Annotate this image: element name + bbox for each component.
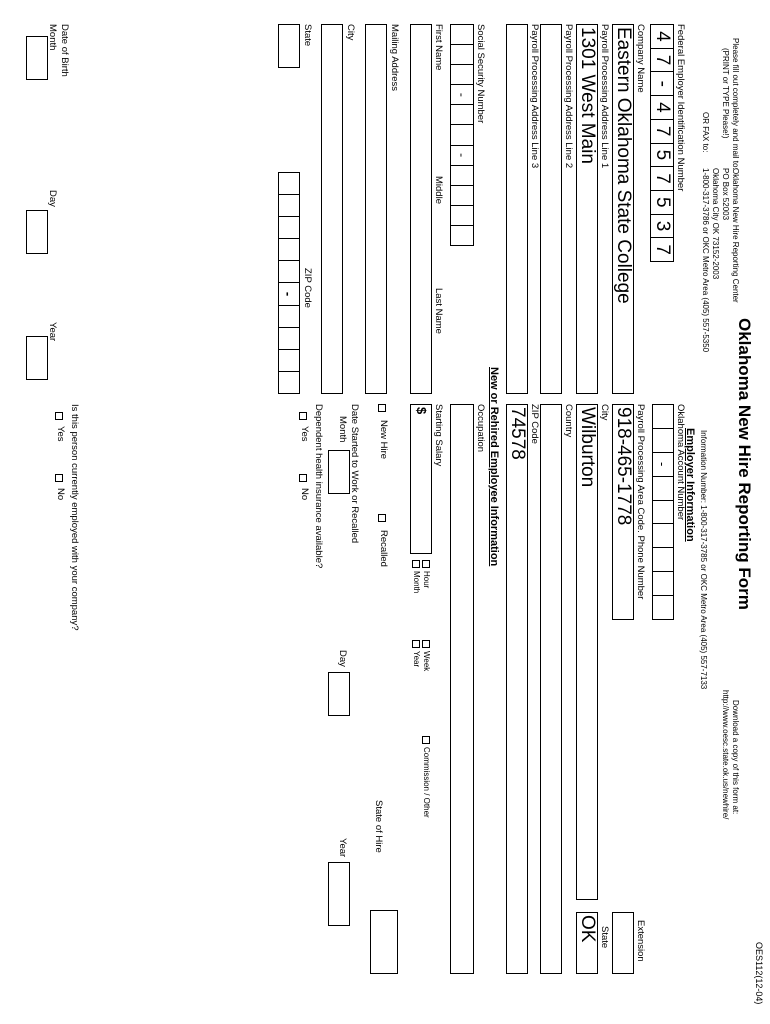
health-yes-label: Yes xyxy=(299,426,310,442)
zip-digit xyxy=(279,328,299,350)
pay-commission-checkbox[interactable] xyxy=(422,736,430,744)
form-title: Oklahoma New Hire Reporting Form xyxy=(735,318,754,610)
employee-city-label: City xyxy=(345,24,356,41)
form-id: OES112(12-04) xyxy=(754,942,764,1005)
mailing-address-field[interactable] xyxy=(365,24,387,394)
dob-month-label: Month xyxy=(47,24,58,51)
employer-heading: Employer Information xyxy=(684,428,696,542)
health-no-label: No xyxy=(299,488,310,501)
employee-heading: New or Rehired Employee Information xyxy=(488,367,500,567)
recalled-checkbox[interactable] xyxy=(378,514,386,522)
address-line2-label: Payroll Processing Address Line 2 xyxy=(563,24,574,169)
fein-dash: - xyxy=(651,72,673,96)
account-digit xyxy=(653,477,673,501)
employee-state-field[interactable] xyxy=(278,24,300,68)
ssn-dash: - xyxy=(451,85,473,105)
ssn-cells xyxy=(451,25,473,245)
pay-hour-checkbox[interactable] xyxy=(422,560,430,568)
ssn-dash: - xyxy=(451,146,473,166)
fein-digit: 5 xyxy=(651,144,673,168)
address-line1-label: Payroll Processing Address Line 1 xyxy=(599,24,610,169)
account-digit xyxy=(653,572,673,596)
state-of-hire-field[interactable] xyxy=(370,910,398,974)
last-name-label: Last Name xyxy=(433,288,444,334)
occupation-field[interactable] xyxy=(450,404,474,974)
fax-label: OR FAX to: xyxy=(701,112,710,153)
date-started-day-field[interactable] xyxy=(328,672,350,716)
account-dash: - xyxy=(653,453,673,477)
fein-cells xyxy=(651,25,673,261)
first-name-label: First Name xyxy=(433,24,444,71)
company-name-value: Eastern Oklahoma State College xyxy=(613,27,634,304)
fein-digit: 3 xyxy=(651,215,673,239)
currently-employed-question: Is this person currently employed with your company? xyxy=(69,404,80,631)
ssn-digit xyxy=(451,206,473,226)
fein-digit: 4 xyxy=(651,25,673,49)
ssn-digit xyxy=(451,45,473,65)
zip-digit xyxy=(279,195,299,217)
new-hire-checkbox[interactable] xyxy=(378,404,386,412)
date-started-year-label: Year xyxy=(337,838,348,858)
address-line1-value: 1301 West Main xyxy=(577,27,598,164)
city-field[interactable] xyxy=(576,404,598,900)
zip-digit xyxy=(279,217,299,239)
ssn-digit xyxy=(451,166,473,186)
zip-digit xyxy=(279,306,299,328)
employee-name-field[interactable] xyxy=(410,24,432,394)
employee-zip-input[interactable] xyxy=(278,172,300,394)
fein-digit: 7 xyxy=(652,244,673,255)
fein-digit: 7 xyxy=(651,120,673,144)
city-label: City xyxy=(599,404,610,421)
employed-yes-checkbox[interactable] xyxy=(55,412,63,420)
dob-month-field[interactable] xyxy=(26,36,48,80)
account-digit xyxy=(653,596,673,619)
dob-day-field[interactable] xyxy=(26,210,48,254)
state-label: State xyxy=(599,926,610,949)
ssn-label: Social Security Number xyxy=(475,24,486,124)
phone-label: Payroll Processing Area Code. Phone Number xyxy=(635,404,646,600)
dob-label: Date of Birth xyxy=(59,24,70,77)
phone-value: 918-465-1778 xyxy=(613,407,634,526)
employee-state-label: State xyxy=(302,24,313,47)
zip-digit xyxy=(279,350,299,372)
zip-digit xyxy=(279,372,299,393)
pay-hour-label: Hour xyxy=(422,571,431,589)
ssn-digit xyxy=(451,65,473,85)
ssn-digit xyxy=(451,186,473,206)
mailing-address-label: Mailing Address xyxy=(389,24,400,92)
fein-label: Federal Employer Identification Number xyxy=(675,24,686,192)
extension-label: Extension xyxy=(635,920,646,962)
date-started-year-field[interactable] xyxy=(328,862,350,926)
pay-week-checkbox[interactable] xyxy=(422,640,430,648)
employee-city-field[interactable] xyxy=(321,24,343,394)
account-digit xyxy=(653,548,673,572)
mail-address-line1: Oklahoma New Hire Reporting Center xyxy=(731,168,740,303)
fein-digit: 7 xyxy=(651,49,673,73)
recalled-label: Recalled xyxy=(378,530,389,567)
fein-input[interactable] xyxy=(650,24,674,262)
country-field[interactable] xyxy=(540,404,562,974)
fein-digit: 5 xyxy=(651,191,673,215)
state-of-hire-label: State of Hire xyxy=(373,800,384,853)
phone-field[interactable] xyxy=(612,404,634,620)
address-line2-field[interactable] xyxy=(540,24,562,394)
pay-month-label: Month xyxy=(412,571,421,594)
date-started-month-field[interactable] xyxy=(328,450,350,494)
account-cells xyxy=(653,405,673,619)
employee-zip-cells xyxy=(279,173,299,393)
account-number-input[interactable] xyxy=(652,404,674,620)
address-line1-field[interactable] xyxy=(576,24,598,394)
account-digit xyxy=(653,405,673,429)
date-started-day-label: Day xyxy=(337,650,348,667)
ssn-digit xyxy=(451,105,473,125)
pay-month-checkbox[interactable] xyxy=(412,560,420,568)
account-digit xyxy=(653,429,673,453)
information-number: Information Number: 1-800-317-3785 or OKC Metro Area (405) 557-7133 xyxy=(699,430,708,690)
account-number-label: Oklahoma Account Number xyxy=(675,404,686,521)
dob-year-label: Year xyxy=(47,322,58,342)
state-field[interactable] xyxy=(576,912,598,974)
date-started-month-label: Month xyxy=(337,416,348,443)
company-name-label: Company Name xyxy=(635,24,646,93)
employee-zip-label: ZIP Code xyxy=(302,268,313,308)
mail-address-line3: Oklahoma City OK 73152-2003 xyxy=(711,168,720,280)
ssn-input[interactable] xyxy=(450,24,474,246)
pay-commission-label: Commission / Other xyxy=(422,747,431,818)
fein-digit: 4 xyxy=(651,96,673,120)
new-hire-label: New Hire xyxy=(378,420,389,460)
dob-day-label: Day xyxy=(47,190,58,207)
zip-field[interactable] xyxy=(506,404,528,974)
address-line3-label: Payroll Processing Address Line 3 xyxy=(529,24,540,169)
fein-digit: 7 xyxy=(651,167,673,191)
zip-label: ZIP Code xyxy=(529,404,540,444)
zip-value: 74578 xyxy=(507,407,528,460)
zip-dash: - xyxy=(279,283,299,305)
employed-no-label: No xyxy=(55,488,66,501)
download-url[interactable]: http://www.oesc.state.ok.us/newhire/ xyxy=(721,690,730,820)
country-label: Country xyxy=(563,404,574,438)
health-yes-checkbox[interactable] xyxy=(299,412,307,420)
health-no-checkbox[interactable] xyxy=(299,474,307,482)
pay-week-label: Week xyxy=(422,651,431,672)
account-digit xyxy=(653,524,673,548)
starting-salary-field[interactable] xyxy=(410,404,432,554)
ssn-digit xyxy=(451,226,473,245)
address-line3-field[interactable] xyxy=(506,24,528,394)
employed-no-checkbox[interactable] xyxy=(55,474,63,482)
city-value: Wilburton xyxy=(577,407,598,488)
health-insurance-question: Dependent health insurance available? xyxy=(313,404,324,569)
state-value: OK xyxy=(577,915,598,943)
employed-yes-label: Yes xyxy=(55,426,66,442)
ssn-digit xyxy=(451,125,473,145)
salary-prefix: $ xyxy=(414,407,429,415)
download-note: Download a copy of this form at: xyxy=(731,700,740,815)
pay-year-checkbox[interactable] xyxy=(412,640,420,648)
fax-number: 1-800-317-3786 or OKC Metro Area (405) 557-5350 xyxy=(701,168,710,353)
ssn-digit xyxy=(451,25,473,45)
account-digit xyxy=(653,501,673,525)
mail-address-line2: PO Box 52003 xyxy=(721,168,730,221)
extension-field[interactable] xyxy=(612,912,634,974)
zip-digit xyxy=(279,239,299,261)
pay-year-label: Year xyxy=(412,651,421,668)
zip-digit xyxy=(279,261,299,283)
dob-year-field[interactable] xyxy=(26,336,48,380)
print-note: (PRINT or TYPE Please!) xyxy=(721,48,730,139)
date-started-label: Date Started to Work or Recalled xyxy=(349,404,360,544)
middle-name-label: Middle xyxy=(433,176,444,204)
occupation-label: Occupation xyxy=(475,404,486,453)
zip-digit xyxy=(279,173,299,195)
starting-salary-label: Starting Salary xyxy=(433,404,444,467)
company-name-field[interactable] xyxy=(612,24,634,394)
mail-instructions: Please fill out completely and mail to: xyxy=(731,38,740,170)
